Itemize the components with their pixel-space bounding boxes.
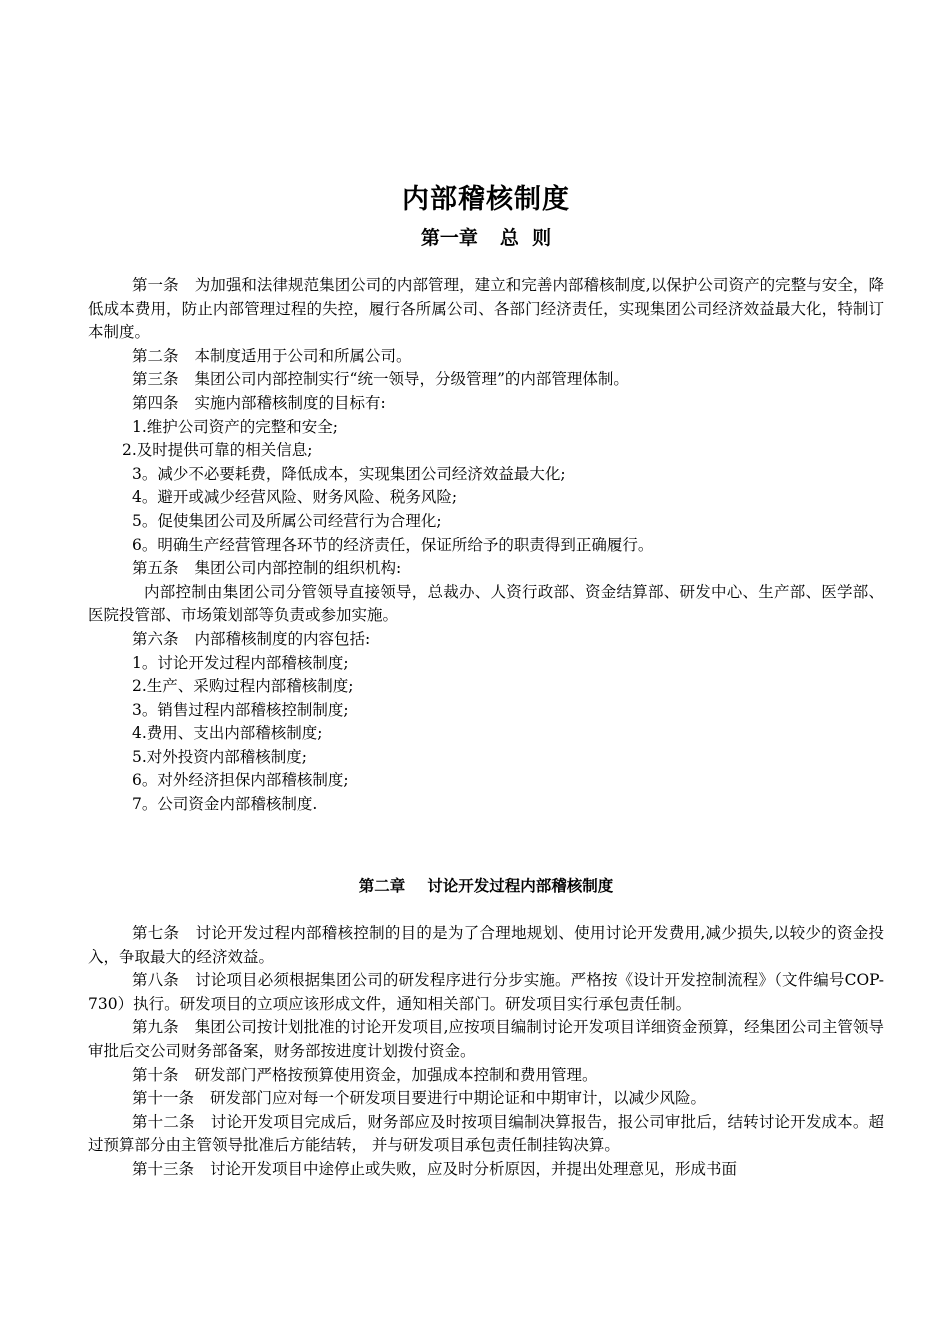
article-9-head: 第九条 (132, 1018, 179, 1037)
article-4 (88, 392, 884, 416)
article-9-text: 集团公司按计划批准的讨论开发项目,应按项目编制讨论开发项目详细资金预算，经集团公司主管领导审批后交公司财务部备案，财务部按进度计划拨付资金。 (88, 1018, 884, 1060)
chapter-2-name: 讨论开发过程内部稽核制度 (427, 877, 614, 895)
content-item: 7。公司资金内部稽核制度. (132, 795, 318, 814)
goal-item: 2.及时提供可靠的相关信息; (122, 441, 313, 460)
article-2-text: 本制度适用于公司和所属公司。 (194, 346, 412, 365)
chapter-2-body (88, 922, 884, 1182)
article-13-text: 讨论开发项目中途停止或失败，应及时分析原因，并提出处理意见，形成书面 (210, 1159, 738, 1178)
article-4-head: 第四条 (132, 393, 179, 412)
content-item: 6。对外经济担保内部稽核制度; (132, 771, 349, 790)
article-6-head: 第六条 (132, 629, 179, 648)
document-page (88, 0, 884, 1344)
content-item: 4.费用、支出内部稽核制度; (132, 724, 323, 743)
article-9 (88, 1016, 884, 1063)
article-7-text: 讨论开发过程内部稽核控制的目的是为了合理地规划、使用讨论开发费用,减少损失,以较少的资金投入，争取最大的经济效益。 (88, 924, 884, 966)
document-title: 内部稽核制度 (402, 184, 570, 215)
article-5-body: 内部控制由集团公司分管领导直接领导，总裁办、人资行政部、资金结算部、研发中心、生产部、医学部、医院投管部、市场策划部等负责或参加实施。 (88, 582, 884, 625)
article-3 (88, 368, 884, 392)
content-item: 5.对外投资内部稽核制度; (132, 747, 308, 766)
article-5 (88, 557, 884, 581)
article-1-head: 第一条 (132, 276, 179, 294)
article-5-text: 集团公司内部控制的组织机构: (194, 559, 402, 578)
article-13 (88, 1158, 884, 1182)
article-4-text: 实施内部稽核制度的目标有: (194, 393, 386, 412)
article-10 (88, 1064, 884, 1088)
article-6 (88, 628, 884, 652)
article-11-head: 第十一条 (132, 1089, 195, 1108)
article-5-head: 第五条 (132, 559, 179, 578)
article-8-head: 第八条 (132, 971, 179, 990)
article-13-head: 第十三条 (132, 1159, 195, 1178)
content-item: 1。讨论开发过程内部稽核制度; (132, 653, 349, 672)
chapter-1-name: 总 则 (499, 227, 552, 249)
article-10-head: 第十条 (132, 1065, 179, 1084)
goal-item: 4。避开或减少经营风险、财务风险、税务风险; (132, 488, 458, 507)
chapter-2-label: 第二章 (358, 877, 406, 895)
article-6-text: 内部稽核制度的内容包括: (194, 629, 371, 648)
article-7 (88, 922, 884, 969)
content-item: 2.生产、采购过程内部稽核制度; (132, 677, 354, 696)
article-1-text: 为加强和法律规范集团公司的内部管理，建立和完善内部稽核制度,以保护公司资产的完整与安全，降低成本费用，防止内部管理过程的失控，履行各所属公司、各部门经济责任，实现集团公司经济效益最大化，特制订本制度。 (88, 276, 884, 342)
article-7-head: 第七条 (132, 924, 180, 942)
article-2-head: 第二条 (132, 346, 179, 365)
article-3-head: 第三条 (132, 370, 179, 389)
article-11 (88, 1087, 884, 1111)
article-2 (88, 345, 884, 369)
chapter-1-label: 第一章 (420, 227, 478, 249)
chapter-2-heading (88, 872, 884, 900)
content-item: 3。销售过程内部稽核控制制度; (132, 700, 349, 719)
article-8-text: 讨论项目必须根据集团公司的研发程序进行分步实施。严格按《设计开发控制流程》（文件编号COP-730）执行。研发项目的立项应该形成文件，通知相关部门。研发项目实行承包责任制。 (88, 971, 884, 1013)
goal-item: 6。明确生产经营管理各环节的经济责任，保证所给予的职责得到正确履行。 (132, 535, 654, 554)
article-12 (88, 1111, 884, 1158)
article-3-text: 集团公司内部控制实行“统一领导，分级管理”的内部管理体制。 (194, 370, 629, 389)
article-10-text: 研发部门严格按预算使用资金，加强成本控制和费用管理。 (194, 1065, 598, 1084)
article-12-text: 讨论开发项目完成后，财务部应及时按项目编制决算报告，报公司审批后，结转讨论开发成本。超过预算部分由主管领导批准后方能结转， 并与研发项目承包责任制挂钩决算。 (88, 1112, 884, 1155)
goal-item: 5。促使集团公司及所属公司经营行为合理化; (132, 511, 442, 530)
goal-item: 3。减少不必要耗费，降低成本，实现集团公司经济效益最大化; (132, 464, 566, 483)
article-1 (88, 274, 884, 345)
goal-item: 1.维护公司资产的完整和安全; (132, 417, 339, 436)
chapter-1-body (88, 274, 884, 817)
article-11-text: 研发部门应对每一个研发项目要进行中期论证和中期审计，以减少风险。 (210, 1089, 707, 1108)
chapter-1-heading (88, 222, 884, 254)
article-8 (88, 969, 884, 1016)
article-12-head: 第十二条 (132, 1112, 195, 1131)
